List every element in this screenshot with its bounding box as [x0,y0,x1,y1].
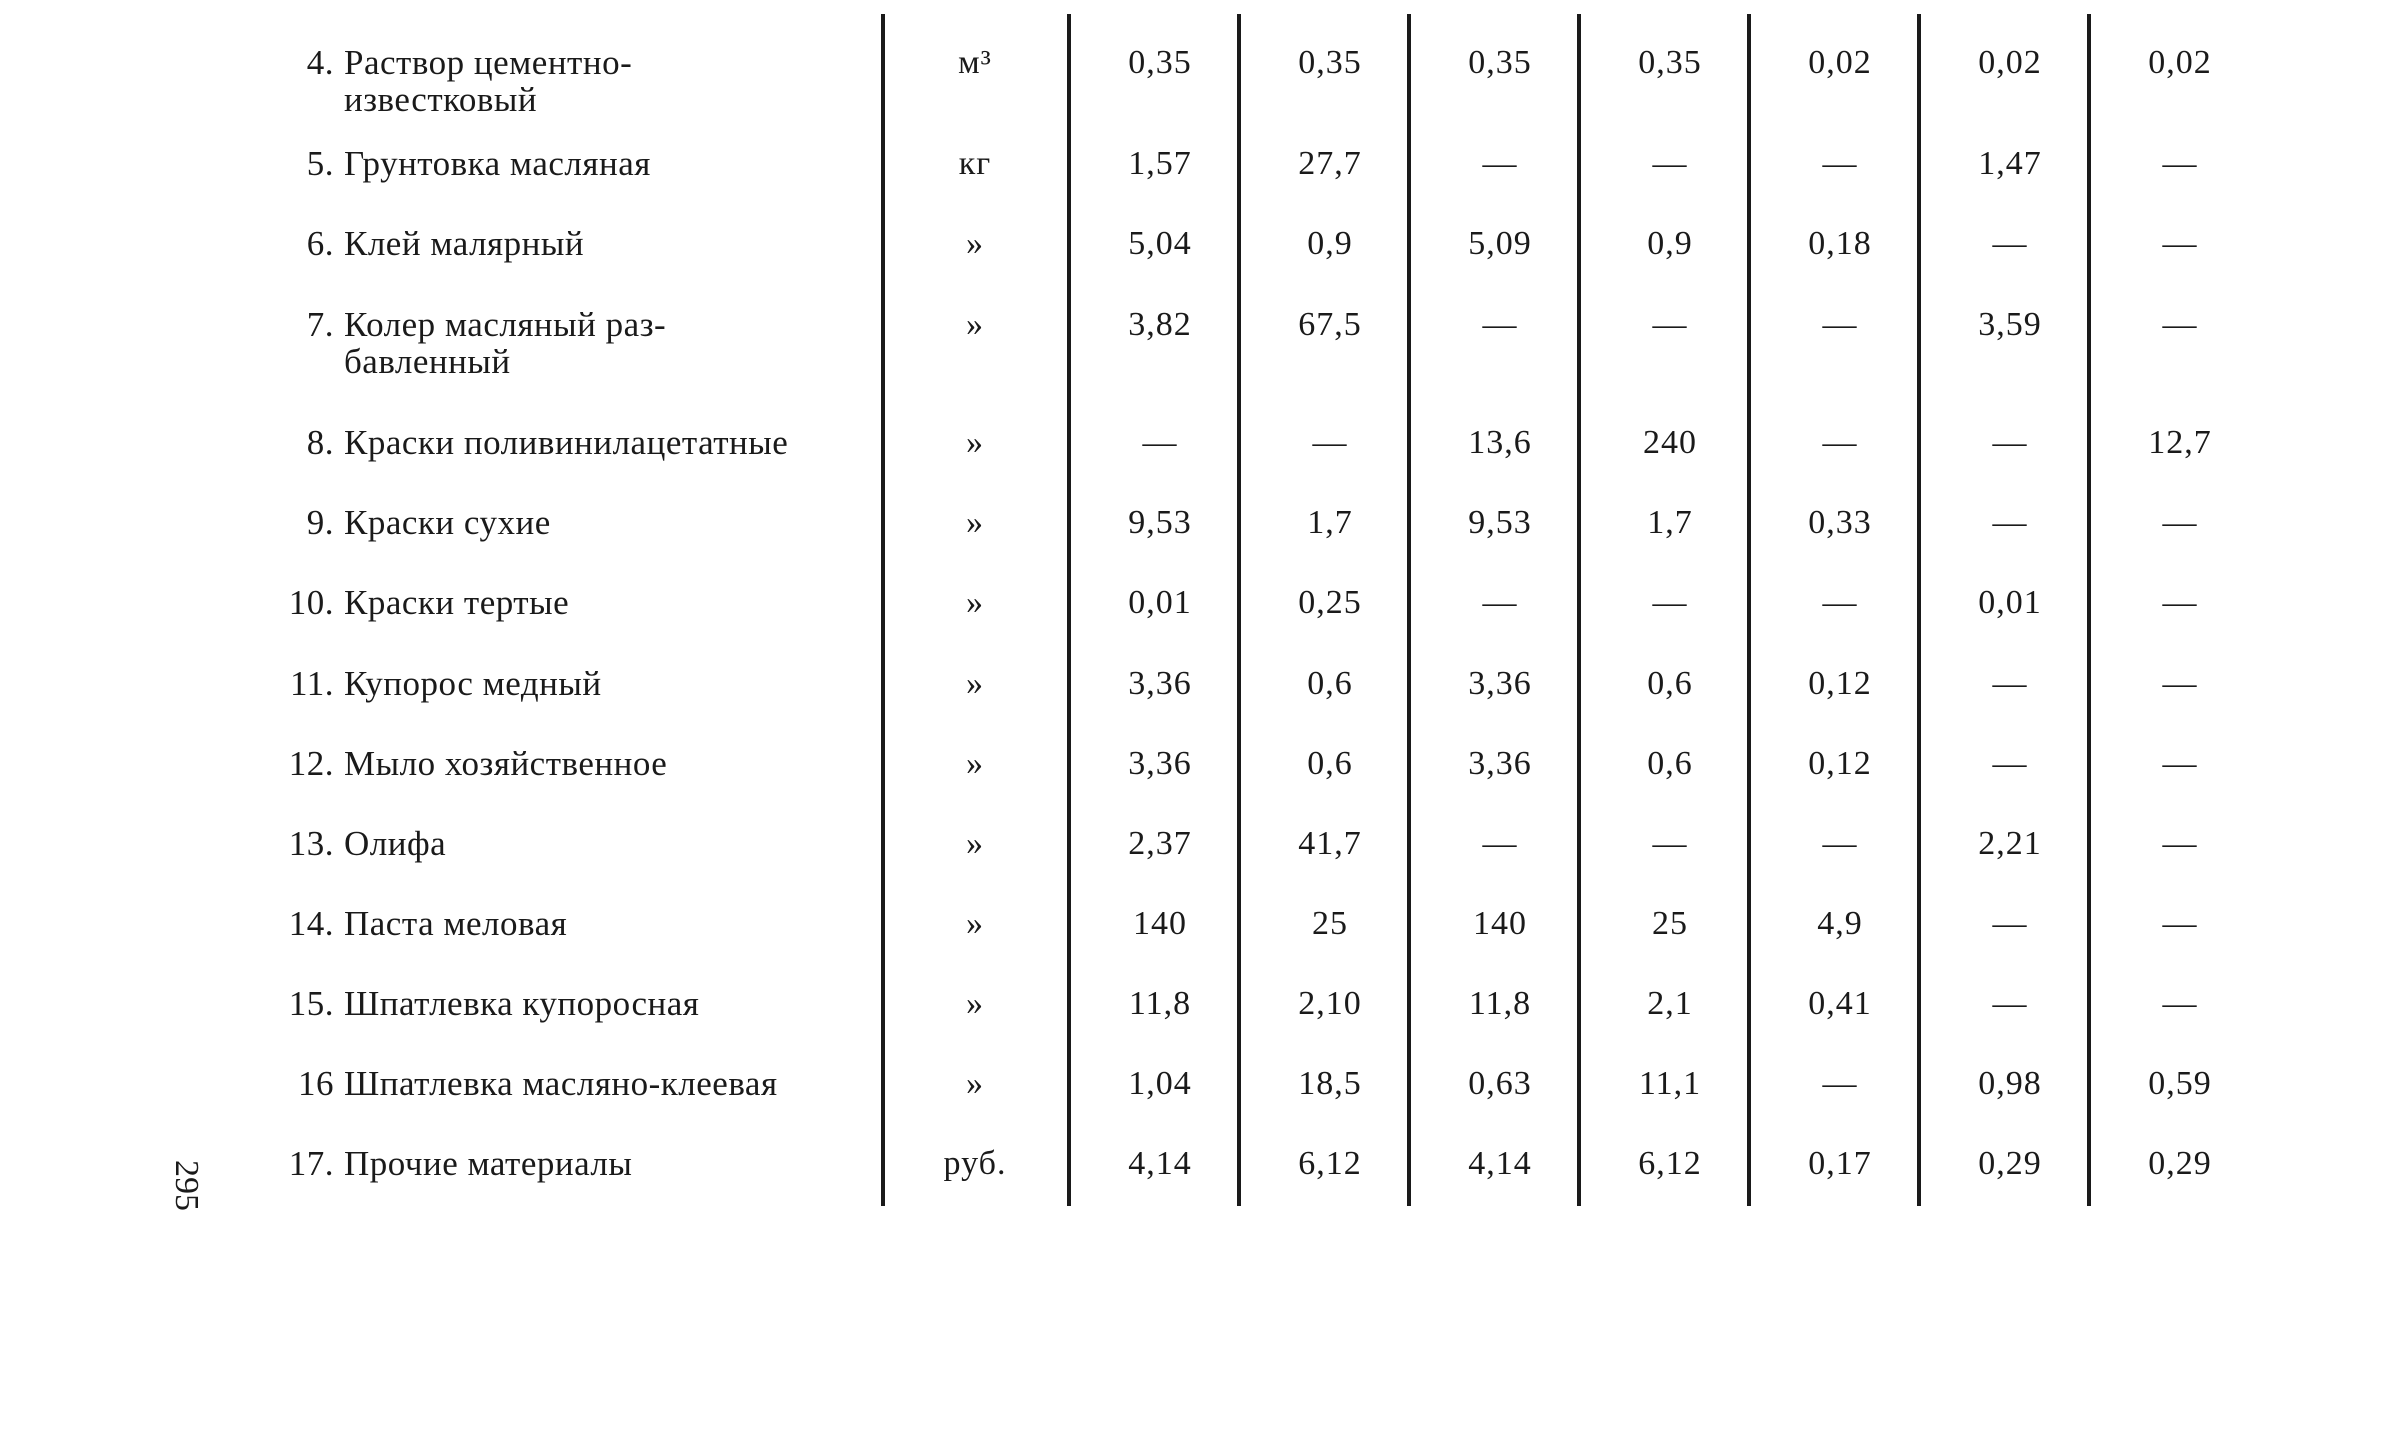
row-number: 6. [306,224,334,263]
value-cell: — [1652,145,1688,182]
name-line: Раствор цементно- [344,43,633,82]
value-cell: 5,09 [1468,225,1532,262]
value-cell: 6,12 [1638,1145,1702,1182]
column-rule [1917,14,1921,1206]
unit-cell: » [966,985,984,1022]
unit-cell: м³ [958,44,992,81]
value-cell: — [1482,825,1518,862]
value-cell: 41,7 [1298,825,1362,862]
material-name [270,905,870,942]
value-cell: 0,35 [1128,44,1192,81]
unit-cell: » [966,745,984,782]
value-cell: 0,9 [1647,225,1693,262]
value-cell: — [2162,225,2198,262]
name-line: Шпатлевка масляно-клеевая [344,1064,778,1103]
value-cell: 11,1 [1638,1065,1702,1102]
name-line: Краски тертые [344,583,570,622]
material-name [270,1145,870,1182]
value-cell: 1,7 [1647,504,1693,541]
value-cell: 3,36 [1128,665,1192,702]
value-cell: 140 [1133,905,1187,942]
value-cell: — [1822,424,1858,461]
value-cell: 0,63 [1468,1065,1532,1102]
row-number: 16 [298,1064,334,1103]
value-cell: 0,25 [1298,584,1362,621]
column-rule [1407,14,1411,1206]
value-cell: 1,47 [1978,145,2042,182]
value-cell: 140 [1473,905,1527,942]
row-number: 12. [288,744,334,783]
unit-cell: » [966,1065,984,1102]
value-cell: 3,36 [1128,745,1192,782]
value-cell: 0,9 [1307,225,1353,262]
unit-cell: » [966,424,984,461]
value-cell: 2,1 [1647,985,1693,1022]
value-cell: 0,98 [1978,1065,2042,1102]
name-line: Мыло хозяйственное [344,744,668,783]
column-rule [1747,14,1751,1206]
value-cell: — [1652,306,1688,343]
value-cell: 3,59 [1978,306,2042,343]
value-cell: 0,6 [1647,745,1693,782]
material-name [270,1065,870,1102]
value-cell: — [1822,306,1858,343]
value-cell: 9,53 [1468,504,1532,541]
value-cell: — [1142,424,1178,461]
name-line: бавленный [344,342,511,381]
name-line: Грунтовка масляная [344,144,651,183]
value-cell: — [1312,424,1348,461]
value-cell: 0,17 [1808,1145,1872,1182]
unit-cell: » [966,665,984,702]
value-cell: 3,36 [1468,665,1532,702]
value-cell: 0,01 [1128,584,1192,621]
name-line: Шпатлевка купоросная [344,984,700,1023]
value-cell: 11,8 [1468,985,1532,1022]
value-cell: 0,02 [1978,44,2042,81]
value-cell: 0,02 [2148,44,2212,81]
value-cell: — [1822,584,1858,621]
value-cell: 67,5 [1298,306,1362,343]
row-number: 4. [306,43,334,82]
name-line: Паста меловая [344,904,568,943]
value-cell: — [2162,825,2198,862]
value-cell: 18,5 [1298,1065,1362,1102]
value-cell: 12,7 [2148,424,2212,461]
value-cell: — [1992,745,2028,782]
value-cell: 0,01 [1978,584,2042,621]
value-cell: 0,35 [1468,44,1532,81]
value-cell: 6,12 [1298,1145,1362,1182]
unit-cell: руб. [943,1145,1007,1182]
column-rule [1577,14,1581,1206]
value-cell: 1,04 [1128,1065,1192,1102]
unit-cell: » [966,504,984,541]
material-name [270,306,870,380]
value-cell: 4,14 [1128,1145,1192,1182]
unit-cell: » [966,306,984,343]
row-number: 13. [288,824,334,863]
value-cell: 1,7 [1307,504,1353,541]
value-cell: 2,21 [1978,825,2042,862]
value-cell: 25 [1652,905,1688,942]
value-cell: — [1992,665,2028,702]
row-number: 5. [306,144,334,183]
value-cell: — [2162,584,2198,621]
name-line: Прочие материалы [344,1144,633,1183]
value-cell: 0,6 [1307,745,1353,782]
row-number: 9. [306,503,334,542]
value-cell: — [2162,145,2198,182]
value-cell: — [1482,584,1518,621]
value-cell: 0,33 [1808,504,1872,541]
material-name [270,145,870,182]
value-cell: 0,6 [1647,665,1693,702]
page-number: 295 [168,1160,205,1211]
material-name [270,584,870,621]
value-cell: — [1992,504,2028,541]
name-line: известковый [344,80,538,119]
value-cell: — [1652,584,1688,621]
value-cell: — [2162,745,2198,782]
value-cell: 27,7 [1298,145,1362,182]
value-cell: — [1482,306,1518,343]
value-cell: 240 [1643,424,1697,461]
unit-cell: » [966,584,984,621]
column-rule [2087,14,2091,1206]
value-cell: 9,53 [1128,504,1192,541]
unit-cell: » [966,825,984,862]
value-cell: 2,37 [1128,825,1192,862]
unit-cell: кг [958,145,992,182]
name-line: Олифа [344,824,447,863]
unit-cell: » [966,225,984,262]
value-cell: 0,12 [1808,665,1872,702]
name-line: Клей малярный [344,224,585,263]
value-cell: 4,9 [1817,905,1863,942]
value-cell: — [1652,825,1688,862]
unit-cell: » [966,905,984,942]
name-line: Краски сухие [344,503,551,542]
value-cell: 2,10 [1298,985,1362,1022]
value-cell: — [2162,665,2198,702]
column-rule [881,14,885,1206]
row-number: 15. [288,984,334,1023]
value-cell: — [2162,306,2198,343]
value-cell: — [1482,145,1518,182]
value-cell: 4,14 [1468,1145,1532,1182]
value-cell: — [1822,1065,1858,1102]
row-number: 17. [288,1144,334,1183]
value-cell: 0,6 [1307,665,1353,702]
value-cell: 3,36 [1468,745,1532,782]
value-cell: — [2162,905,2198,942]
value-cell: 0,02 [1808,44,1872,81]
value-cell: 0,35 [1298,44,1362,81]
value-cell: — [1992,905,2028,942]
value-cell: 1,57 [1128,145,1192,182]
value-cell: 3,82 [1128,306,1192,343]
row-number: 8. [306,423,334,462]
material-name [270,665,870,702]
name-line: Купорос медный [344,664,602,703]
row-number: 14. [288,904,334,943]
name-line: Краски поливинилацетатные [344,423,789,462]
value-cell: 0,41 [1808,985,1872,1022]
row-number: 7. [306,305,334,344]
material-name [270,424,870,461]
material-name [270,985,870,1022]
material-name [270,44,870,118]
value-cell: — [1992,225,2028,262]
column-rule [1237,14,1241,1206]
value-cell: 0,29 [2148,1145,2212,1182]
name-line: Колер масляный раз- [344,305,667,344]
material-name [270,225,870,262]
row-number: 11. [290,664,334,703]
value-cell: — [2162,504,2198,541]
value-cell: 0,35 [1638,44,1702,81]
value-cell: 0,29 [1978,1145,2042,1182]
value-cell: 5,04 [1128,225,1192,262]
value-cell: — [1822,825,1858,862]
column-rule [1067,14,1071,1206]
material-name [270,504,870,541]
value-cell: 25 [1312,905,1348,942]
material-name [270,825,870,862]
value-cell: 0,18 [1808,225,1872,262]
value-cell: 0,59 [2148,1065,2212,1102]
value-cell: 13,6 [1468,424,1532,461]
value-cell: — [1992,985,2028,1022]
value-cell: 11,8 [1128,985,1192,1022]
value-cell: — [1992,424,2028,461]
row-number: 10. [288,583,334,622]
value-cell: — [2162,985,2198,1022]
material-name [270,745,870,782]
value-cell: 0,12 [1808,745,1872,782]
value-cell: — [1822,145,1858,182]
